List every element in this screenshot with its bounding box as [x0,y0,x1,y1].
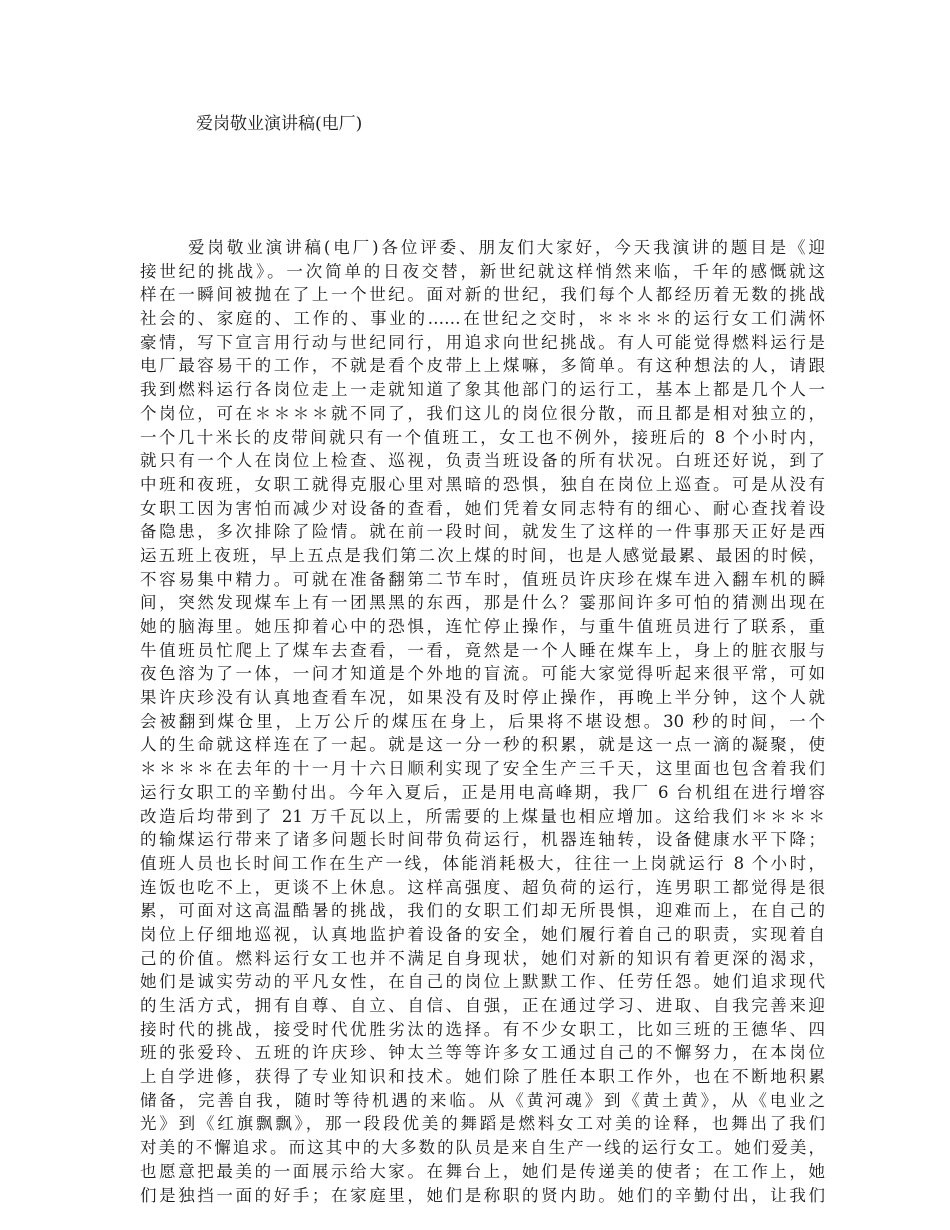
body-text-line: 会被翻到煤仓里，上万公斤的煤压在身上，后果将不堪设想。30 秒的时间，一个 [140,711,825,731]
body-text-line: 连饭也吃不上，更谈不上休息。这样高强度、超负荷的运行，连男职工都觉得是很 [140,877,825,897]
body-text-line: 班的张爱玲、五班的许庆珍、钟太兰等等许多女工通过自己的不懈努力，在本岗位 [140,1043,825,1063]
body-text-line: 上自学进修，获得了专业知识和技术。她们除了胜任本职工作外，也在不断地积累 [140,1067,825,1087]
body-text-line: 改造后均带到了 21 万千瓦以上，所需要的上煤量也相应增加。这给我们＊＊＊＊ [140,806,825,826]
body-text-line: 运行女职工的辛勤付出。今年入夏后，正是用电高峰期，我厂 6 台机组在进行增容 [140,782,825,802]
body-text-line: 电厂最容易干的工作，不就是看个皮带上上煤嘛，多简单。有这种想法的人，请跟 [140,356,825,376]
body-text-line: 的输煤运行带来了诸多问题长时间带负荷运行，机器连轴转，设备健康水平下降； [140,830,825,850]
body-text-line: 接时代的挑战，接受时代优胜劣汰的选择。有不少女职工，比如三班的王德华、四 [140,1019,825,1039]
body-text-line: 也愿意把最美的一面展示给大家。在舞台上，她们是传递美的使者；在工作上，她 [140,1161,825,1181]
body-text-line: 岗位上仔细地巡视，认真地监护着设备的安全，她们履行着自己的职责，实现着自 [140,924,825,944]
body-text-line: 储备，完善自我，随时等待机遇的来临。从《黄河魂》到《黄土黄》，从《电业之 [140,1090,825,1110]
body-text-line: 己的价值。燃料运行女工也并不满足自身现状，她们对新的知识有着更深的渴求， [140,948,825,968]
body-text-line: 不容易集中精力。可就在准备翻第二节车时，值班员许庆珍在煤车进入翻车机的瞬 [140,569,825,589]
body-text-line: 一个几十米长的皮带间就只有一个值班工，女工也不例外，接班后的 8 个小时内， [140,427,825,447]
body-text-line: 光》到《红旗飘飘》，那一段段优美的舞蹈是燃料女工对美的诠释，也舞出了我们 [140,1114,825,1134]
body-text-line: 社会的、家庭的、工作的、事业的……在世纪之交时，＊＊＊＊的运行女工们满怀 [140,309,825,329]
body-text-line: 值班人员也长时间工作在生产一线，体能消耗极大，往往一上岗就运行 8 个小时， [140,853,825,873]
body-text-line: 果许庆珍没有认真地查看车况，如果没有及时停止操作，再晚上半分钟，这个人就 [140,688,825,708]
body-text-line: 牛值班员忙爬上了煤车去查看，一看，竟然是一个人睡在煤车上，身上的脏衣服与 [140,640,825,660]
body-text-line: 就只有一个人在岗位上检查、巡视，负责当班设备的所有状况。白班还好说，到了 [140,451,825,471]
body-text-line: 我到燃料运行各岗位走上一走就知道了象其他部门的运行工，基本上都是几个人一 [140,380,825,400]
body-text-line: 样在一瞬间被抛在了上一个世纪。面对新的世纪，我们每个人都经历着无数的挑战 [140,285,825,305]
body-text-line: 累，可面对这高温酷暑的挑战，我们的女职工们却无所畏惧，迎难而上，在自己的 [140,901,825,921]
body-text-line: 运五班上夜班，早上五点是我们第二次上煤的时间，也是人感觉最累、最困的时候， [140,545,825,565]
body-text-line: 个岗位，可在＊＊＊＊就不同了，我们这儿的岗位很分散，而且都是相对独立的， [140,403,825,423]
body-text-line: 豪情，写下宣言用行动与世纪同行，用追求向世纪挑战。有人可能觉得燃料运行是 [140,332,825,352]
body-text-line: 备隐患，多次排除了险情。就在前一段时间，就发生了这样的一件事那天正好是西 [140,522,825,542]
body-text-line: ＊＊＊＊在去年的十一月十六日顺利实现了安全生产三千天，这里面也包含着我们 [140,759,825,779]
document-body [140,236,825,1207]
body-text-line: 的生活方式，拥有自尊、自立、自信、自强，正在通过学习、进取、自我完善来迎 [140,996,825,1015]
body-text-line: 她们是诚实劳动的平凡女性，在自己的岗位上默默工作、任劳任怨。她们追求现代 [140,972,825,992]
body-text-line: 爱岗敬业演讲稿(电厂)各位评委、朋友们大家好，今天我演讲的题目是《迎 [188,238,825,257]
body-text-line: 们是独挡一面的好手；在家庭里，她们是称职的贤内助。她们的辛勤付出，让我们 [140,1185,825,1205]
body-text-line: 女职工因为害怕而减少对设备的查看，她们凭着女同志特有的细心、耐心查找着设 [140,498,825,518]
body-text-line: 中班和夜班，女职工就得克服心里对黑暗的恐惧，独自在岗位上巡查。可是从没有 [140,474,825,494]
body-text-line: 接世纪的挑战》。一次简单的日夜交替，新世纪就这样悄然来临，千年的感慨就这 [140,261,825,281]
body-text-line: 对美的不懈追求。而这其中的大多数的队员是来自生产一线的运行女工。她们爱美， [140,1138,825,1158]
body-text-line: 夜色溶为了一体，一问才知道是个外地的盲流。可能大家觉得听起来很平常，可如 [140,664,825,684]
document-title: 爱岗敬业演讲稿(电厂) [196,114,363,134]
body-text-line: 人的生命就这样连在了一起。就是这一分一秒的积累，就是这一点一滴的凝聚，使 [140,735,825,755]
body-text-line: 她的脑海里。她压抑着心中的恐惧，连忙停止操作，与重牛值班员进行了联系，重 [140,617,825,636]
body-text-line: 间，突然发现煤车上有一团黑黑的东西，那是什么？霎那间许多可怕的猜测出现在 [140,593,825,613]
